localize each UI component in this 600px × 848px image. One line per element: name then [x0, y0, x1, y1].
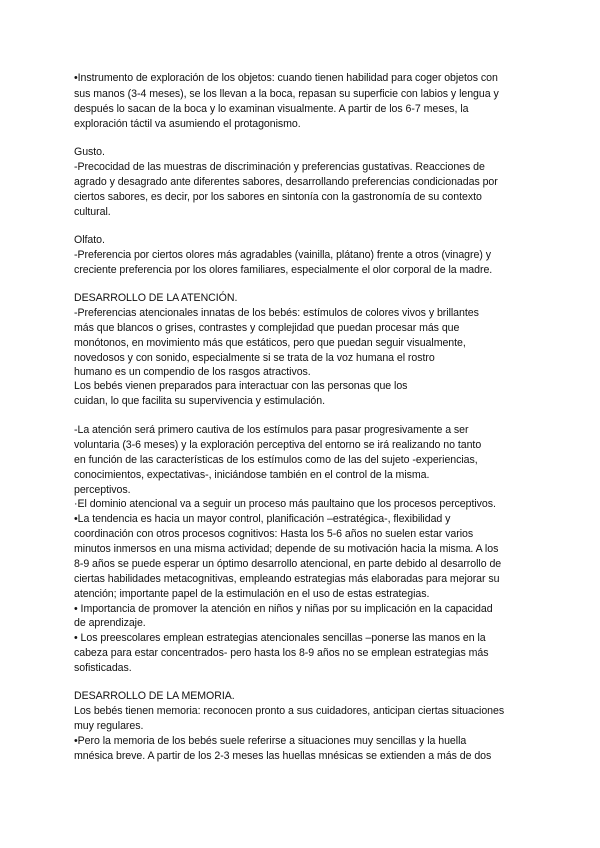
- section-heading-memoria: DESARROLLO DE LA MEMORIA.: [74, 690, 235, 702]
- text-line: 8-9 años se puede esperar un óptimo desarrollo atencional, en parte debido al desarrollo de: [74, 558, 502, 570]
- text-line: •Instrumento de exploración de los objetos: cuando tienen habilidad para coger objetos con: [74, 72, 498, 84]
- text-line: -Preferencia por ciertos olores más agradables (vainilla, plátano) frente a otros (vinagre) y: [74, 249, 491, 261]
- text-line: • Los preescolares emplean estrategias atencionales sencillas –ponerse las manos en la: [74, 632, 486, 644]
- text-line: en función de las características de los estímulos como de las del sujeto -experiencias,: [74, 454, 478, 466]
- text-line: creciente preferencia por los olores familiares, especialmente el olor corporal de la madre.: [74, 264, 493, 276]
- text-line: agrado y desagrado ante diferentes sabores, desarrollando preferencias condicionadas por: [74, 176, 498, 188]
- text-line: después lo sacan de la boca y lo examinan visualmente. A partir de los 6-7 meses, la: [74, 103, 469, 115]
- text-line: muy regulares.: [74, 720, 144, 732]
- text-line: mnésica breve. A partir de los 2-3 meses las huellas mnésicas se extienden a más de dos: [74, 750, 492, 762]
- section-heading-olfato: Olfato.: [74, 234, 105, 246]
- text-line: Los bebés tienen memoria: reconocen pronto a sus cuidadores, anticipan ciertas situaciones: [74, 705, 505, 717]
- text-line: cabeza para estar concentrados- pero hasta los 8-9 años no se emplean estrategias más: [74, 647, 489, 659]
- text-line: cuidan, lo que facilita su supervivencia y estimulación.: [74, 395, 325, 407]
- text-line: ciertos sabores, es decir, por los sabores en sintonía con la gastronomía de su contexto: [74, 191, 482, 203]
- text-line: ·El dominio atencional va a seguir un proceso más paultaino que los procesos perceptivos.: [74, 498, 496, 510]
- text-line: más que blancos o grises, contrastes y complejidad que puedan procesar más que: [74, 322, 460, 334]
- text-line: Los bebés vienen preparados para interactuar con las personas que los: [74, 380, 408, 392]
- text-line: humano es un compendio de los rasgos atractivos.: [74, 366, 311, 378]
- text-line: minutos inmersos en una misma actividad; depende de su motivación hacia la misma. A los: [74, 543, 499, 555]
- text-line: • Importancia de promover la atención en niños y niñas por su implicación en la capacidad: [74, 603, 493, 615]
- text-line: conocimientos, expectativas-, iniciándose también en el control de la misma.: [74, 469, 430, 481]
- text-line: coordinación con otros procesos cognitivos: Hasta los 5-6 años no suelen estar varios: [74, 528, 474, 540]
- text-line: sus manos (3-4 meses), se los llevan a la boca, repasan su superficie con labios y lengua y: [74, 88, 499, 100]
- text-line: -La atención será primero cautiva de los estímulos para pasar progresivamente a ser: [74, 424, 469, 436]
- text-line: -Preferencias atencionales innatas de los bebés: estímulos de colores vivos y brillantes: [74, 307, 479, 319]
- text-line: atención; importante papel de la estimulación en el uso de estas estrategias.: [74, 588, 430, 600]
- text-line: voluntaria (3-6 meses) y la exploración perceptiva del entorno se irá realizando no tanto: [74, 439, 482, 451]
- text-line: ciertas habilidades metacognitivas, empleando estrategias más elaboradas para mejorar su: [74, 573, 500, 585]
- text-line: cultural.: [74, 206, 111, 218]
- text-line: novedosos y con sonido, especialmente si se trata de la voz humana el rostro: [74, 352, 435, 364]
- text-line: monótonos, en movimiento más que estáticos, pero que puedan seguir visualmente,: [74, 337, 466, 349]
- section-heading-atencion: DESARROLLO DE LA ATENCIÓN.: [74, 292, 238, 304]
- text-line: •Pero la memoria de los bebés suele referirse a situaciones muy sencillas y la huella: [74, 735, 467, 747]
- text-line: sofisticadas.: [74, 662, 132, 674]
- text-line: •La tendencia es hacia un mayor control, planificación –estratégica-, flexibilidad y: [74, 513, 451, 525]
- text-line: -Precocidad de las muestras de discriminación y preferencias gustativas. Reacciones de: [74, 161, 485, 173]
- text-line: de aprendizaje.: [74, 617, 146, 629]
- section-heading-gusto: Gusto.: [74, 146, 105, 158]
- text-line: exploración táctil va asumiendo el protagonismo.: [74, 118, 301, 130]
- text-line: perceptivos.: [74, 484, 131, 496]
